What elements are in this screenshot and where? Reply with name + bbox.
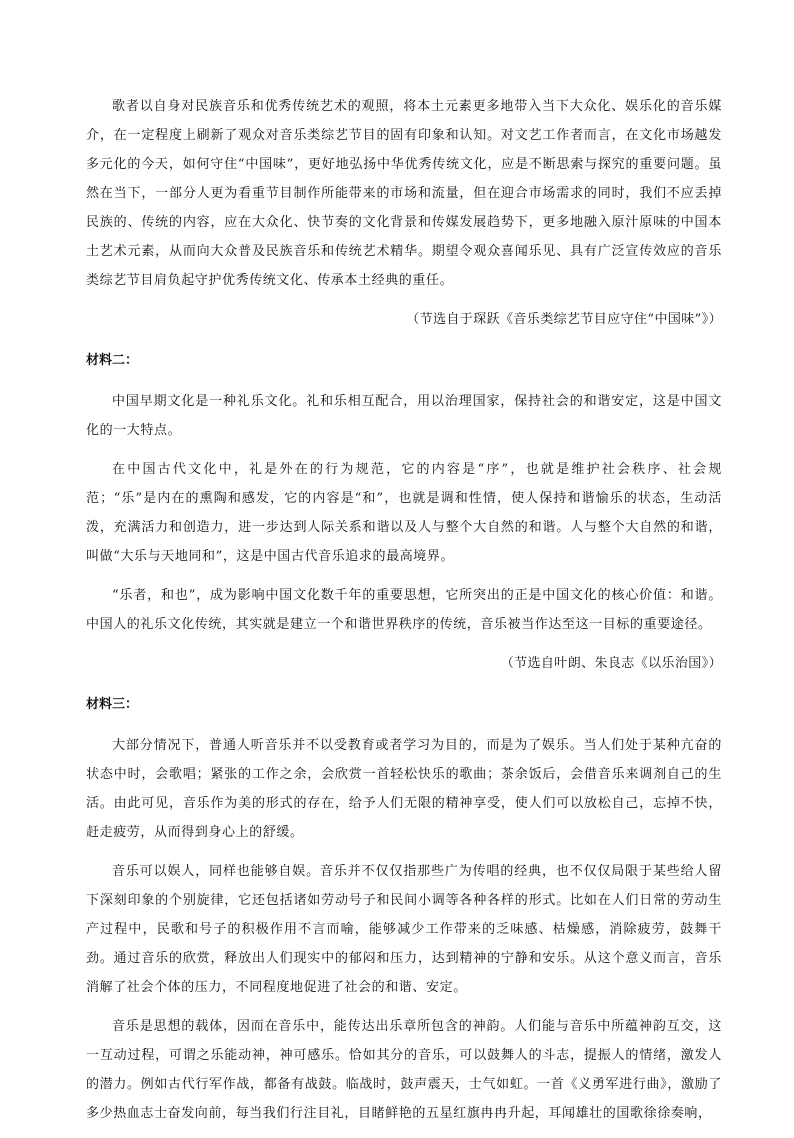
material-two-section <box>86 346 722 678</box>
material-three-section <box>86 690 722 1128</box>
document-page <box>86 92 722 1138</box>
material-two-heading: 材料二： <box>86 353 139 368</box>
material-three-paragraph-2: 音乐可以娱人，同样也能够自娱。音乐并不仅仅指那些广为传唱的经典，也不仅仅局限于某些给人留下深刻印象的个别旋律，它还包括诸如劳动号子和民间小调等各种各样的形式。比如在人们日常的劳动生产过程中，民歌和号子的积极作用不言而喻，能够减少工作带来的乏味感、枯燥感，消除疲劳，鼓舞干劲。通过音乐的欣赏，释放出人们现实中的郁闷和压力，达到精神的宁静和安乐。从这个意义而言，音乐消解了社会个体的压力，不同程度地促进了社会的和谐、安定。 <box>86 864 722 995</box>
material-three-paragraph-1: 大部分情况下，普通人听音乐并不以受教育或者学习为目的，而是为了娱乐。当人们处于某种亢奋的状态中时，会歌唱；紧张的工作之余，会欣赏一首轻松快乐的歌曲；茶余饭后，会借音乐来调剂自己的生活。由此可见，音乐作为美的形式的存在，给予人们无限的精神享受，使人们可以放松自己，忘掉不快，赶走疲劳，从而得到身心上的舒缓。 <box>86 738 722 840</box>
material-one-section <box>86 92 722 334</box>
material-two-source: （节选自叶朗、朱良志《以乐治国》） <box>500 656 722 671</box>
material-two-paragraph-1: 中国早期文化是一种礼乐文化。礼和乐相互配合，用以治理国家，保持社会的和谐安定，这是中国文化的一大特点。 <box>86 394 722 438</box>
material-two-paragraph-2: 在中国古代文化中，礼是外在的行为规范，它的内容是“序”，也就是维护社会秩序、社会规范；“乐”是内在的熏陶和感发，它的内容是“和”，也就是调和性情，使人保持和谐愉乐的状态，生动活泼，充满活力和创造力，进一步达到人际关系和谐以及人与整个大自然的和谐。人与整个大自然的和谐，叫做“大乐与天地同和”，这是中国古代音乐追求的最高境界。 <box>86 462 722 564</box>
material-two-paragraph-3: “乐者，和也”，成为影响中国文化数千年的重要思想，它所突出的正是中国文化的核心价值：和谐。中国人的礼乐文化传统，其实就是建立一个和谐世界秩序的传统，音乐被当作达至这一目标的重要途径。 <box>86 588 722 632</box>
material-three-paragraph-3: 音乐是思想的载体，因而在音乐中，能传达出乐章所包含的神韵。人们能与音乐中所蕴神韵互交，这一互动过程，可谓之乐能动神，神可感乐。恰如其分的音乐，可以鼓舞人的斗志，提振人的情绪，激发人的潜力。例如古代行军作战，都备有战鼓。临战时，鼓声震天，士气如虹。一首《义勇军进行曲》，激励了多少热血志士奋发向前，每当我们行注目礼，目睹鲜艳的五星红旗冉冉升起，耳闻雄壮的国歌徐徐奏响， <box>86 1019 722 1121</box>
material-three-heading: 材料三： <box>86 697 139 712</box>
material-one-source: （节选自于琛跃《音乐类综艺节目应守住“中国味”》） <box>406 312 722 327</box>
material-one-paragraph: 歌者以自身对民族音乐和优秀传统艺术的观照，将本土元素更多地带入当下大众化、娱乐化的音乐媒介，在一定程度上刷新了观众对音乐类综艺节目的固有印象和认知。对文艺工作者而言，在文化市场越发多元化的今天，如何守住“中国味”，更好地弘扬中华优秀传统文化，应是不断思索与探究的重要问题。虽然在当下，一部分人更为看重节目制作所能带来的市场和流量，但在迎合市场需求的同时，我们不应丢掉民族的、传统的内容，应在大众化、快节奏的文化背景和传媒发展趋势下，更多地融入原汁原味的中国本土艺术元素，从而向大众普及民族音乐和传统艺术精华。期望令观众喜闻乐见、具有广泛宣传效应的音乐类综艺节目肩负起守护优秀传统文化、传承本土经典的重任。 <box>86 99 722 288</box>
